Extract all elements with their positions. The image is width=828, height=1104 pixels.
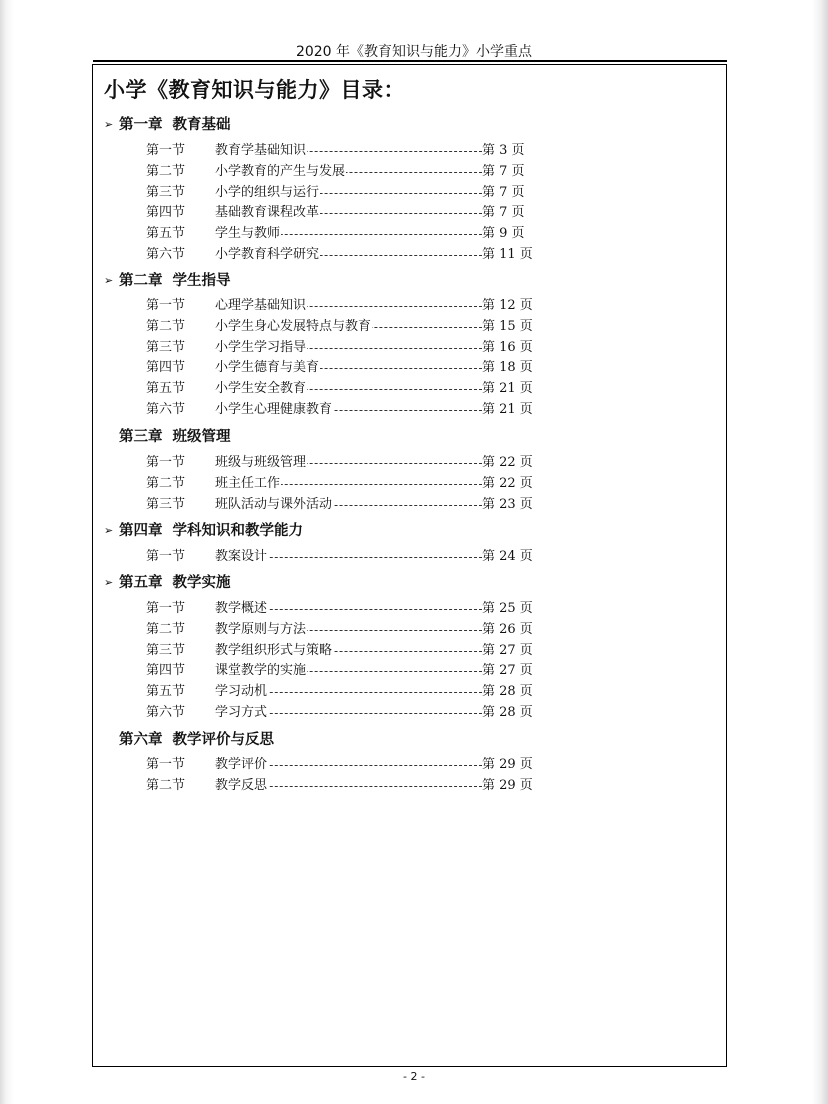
section-name: 教案设计 bbox=[215, 547, 268, 567]
section-number: 第五节 bbox=[146, 684, 186, 699]
chapter-title: 班级管理 bbox=[172, 429, 231, 445]
toc-title: 小学《教育知识与能力》目录： bbox=[104, 78, 405, 102]
chapter-heading[interactable] bbox=[104, 114, 231, 136]
arrow-bullet-icon: ➢ bbox=[104, 274, 114, 287]
section-name: 班队活动与课外活动 bbox=[215, 495, 333, 515]
section-name: 课堂教学的实施 bbox=[215, 661, 307, 681]
section-number: 第四节 bbox=[146, 360, 186, 375]
section-page: 第 28 页 bbox=[482, 705, 533, 720]
toc-entry[interactable] bbox=[146, 620, 546, 640]
section-number: 第二节 bbox=[146, 319, 186, 334]
section-number: 第三节 bbox=[146, 497, 186, 512]
toc-entry[interactable] bbox=[146, 641, 546, 661]
toc-entry[interactable] bbox=[146, 203, 546, 223]
section-name: 小学教育科学研究 bbox=[215, 245, 320, 265]
chapter-heading[interactable] bbox=[104, 572, 231, 594]
section-page: 第 28 页 bbox=[482, 684, 533, 699]
section-page: 第 11 页 bbox=[482, 247, 533, 262]
section-name: 小学生心理健康教育 bbox=[215, 400, 333, 420]
chapter-title: 教学实施 bbox=[172, 575, 231, 591]
section-page: 第 12 页 bbox=[482, 298, 533, 313]
section-name: 教学评价 bbox=[215, 755, 268, 775]
toc-entry[interactable] bbox=[146, 338, 546, 358]
section-name: 教学概述 bbox=[215, 599, 268, 619]
section-page: 第 25 页 bbox=[482, 601, 533, 616]
chapter-label: 第三章 bbox=[119, 429, 163, 445]
section-name: 教育学基础知识 bbox=[215, 141, 307, 161]
toc-entry[interactable] bbox=[146, 755, 546, 775]
toc-entry[interactable] bbox=[146, 703, 546, 723]
chapter-label: 第四章 bbox=[119, 523, 163, 539]
toc-entry[interactable] bbox=[146, 661, 546, 681]
section-name: 小学生身心发展特点与教育 bbox=[215, 317, 372, 337]
toc-entry[interactable] bbox=[146, 296, 546, 316]
section-page: 第 7 页 bbox=[482, 164, 525, 179]
section-number: 第一节 bbox=[146, 455, 186, 470]
section-page: 第 9 页 bbox=[482, 226, 525, 241]
chapter-label: 第一章 bbox=[119, 117, 163, 133]
chapter-heading[interactable] bbox=[104, 270, 231, 292]
section-page: 第 26 页 bbox=[482, 622, 533, 637]
chapter-title: 学生指导 bbox=[172, 273, 231, 289]
toc-entry[interactable] bbox=[146, 495, 546, 515]
section-page: 第 21 页 bbox=[482, 402, 533, 417]
section-page: 第 22 页 bbox=[482, 476, 533, 491]
toc-entry[interactable] bbox=[146, 547, 546, 567]
section-name: 班级与班级管理 bbox=[215, 453, 307, 473]
toc-entry[interactable] bbox=[146, 776, 546, 796]
section-page: 第 23 页 bbox=[482, 497, 533, 512]
toc-entry[interactable] bbox=[146, 358, 546, 378]
running-header: 2020 年《教育知识与能力》小学重点 bbox=[295, 44, 533, 60]
section-name: 班主任工作 bbox=[215, 474, 281, 494]
toc-entry[interactable] bbox=[146, 682, 546, 702]
toc-entry[interactable] bbox=[146, 400, 546, 420]
chapter-heading[interactable] bbox=[104, 426, 231, 448]
header-rule bbox=[93, 60, 727, 62]
arrow-bullet-icon: ➢ bbox=[104, 524, 114, 537]
chapter-label: 第二章 bbox=[119, 273, 163, 289]
section-number: 第三节 bbox=[146, 185, 186, 200]
section-page: 第 27 页 bbox=[482, 663, 533, 678]
section-name: 小学生学习指导 bbox=[215, 338, 307, 358]
chapter-label: 第六章 bbox=[119, 732, 163, 748]
section-number: 第二节 bbox=[146, 778, 186, 793]
section-page: 第 7 页 bbox=[482, 185, 525, 200]
toc-entry[interactable] bbox=[146, 453, 546, 473]
section-page: 第 18 页 bbox=[482, 360, 533, 375]
chapter-heading[interactable] bbox=[104, 729, 274, 751]
page-number: - 2 - bbox=[403, 1070, 425, 1083]
section-name: 小学教育的产生与发展 bbox=[215, 162, 346, 182]
chapter-title: 教育基础 bbox=[172, 117, 231, 133]
section-page: 第 21 页 bbox=[482, 381, 533, 396]
section-name: 学生与教师 bbox=[215, 224, 281, 244]
section-name: 学习方式 bbox=[215, 703, 268, 723]
arrow-bullet-icon: ➢ bbox=[104, 118, 114, 131]
section-page: 第 29 页 bbox=[482, 757, 533, 772]
section-number: 第一节 bbox=[146, 298, 186, 313]
chapter-title: 学科知识和教学能力 bbox=[172, 523, 303, 539]
section-number: 第五节 bbox=[146, 381, 186, 396]
toc-entry[interactable] bbox=[146, 245, 546, 265]
section-number: 第一节 bbox=[146, 549, 186, 564]
section-number: 第六节 bbox=[146, 705, 186, 720]
section-number: 第六节 bbox=[146, 402, 186, 417]
section-number: 第四节 bbox=[146, 663, 186, 678]
section-number: 第二节 bbox=[146, 164, 186, 179]
section-number: 第六节 bbox=[146, 247, 186, 262]
section-page: 第 15 页 bbox=[482, 319, 533, 334]
section-name: 心理学基础知识 bbox=[215, 296, 307, 316]
toc-entry[interactable] bbox=[146, 141, 546, 161]
section-name: 教学组织形式与策略 bbox=[215, 641, 333, 661]
section-page: 第 16 页 bbox=[482, 340, 533, 355]
chapter-heading[interactable] bbox=[104, 520, 303, 542]
section-number: 第一节 bbox=[146, 143, 186, 158]
section-number: 第二节 bbox=[146, 622, 186, 637]
section-number: 第三节 bbox=[146, 340, 186, 355]
chapter-title: 教学评价与反思 bbox=[172, 732, 274, 748]
section-name: 学习动机 bbox=[215, 682, 268, 702]
section-page: 第 29 页 bbox=[482, 778, 533, 793]
section-number: 第二节 bbox=[146, 476, 186, 491]
section-page: 第 7 页 bbox=[482, 205, 525, 220]
section-number: 第一节 bbox=[146, 757, 186, 772]
section-number: 第一节 bbox=[146, 601, 186, 616]
section-name: 基础教育课程改革 bbox=[215, 203, 320, 223]
toc-entry[interactable] bbox=[146, 317, 546, 337]
toc-entry[interactable] bbox=[146, 474, 546, 494]
section-name: 小学生安全教育 bbox=[215, 379, 307, 399]
section-page: 第 24 页 bbox=[482, 549, 533, 564]
section-name: 小学的组织与运行 bbox=[215, 183, 320, 203]
section-number: 第四节 bbox=[146, 205, 186, 220]
arrow-bullet-icon: ➢ bbox=[104, 576, 114, 589]
toc-entry[interactable] bbox=[146, 183, 546, 203]
toc-entry[interactable] bbox=[146, 379, 546, 399]
toc-entry[interactable] bbox=[146, 599, 546, 619]
section-page: 第 22 页 bbox=[482, 455, 533, 470]
section-page: 第 3 页 bbox=[482, 143, 525, 158]
chapter-label: 第五章 bbox=[119, 575, 163, 591]
toc-entry[interactable] bbox=[146, 224, 546, 244]
section-number: 第五节 bbox=[146, 226, 186, 241]
section-page: 第 27 页 bbox=[482, 643, 533, 658]
section-name: 教学反思 bbox=[215, 776, 268, 796]
section-name: 小学生德育与美育 bbox=[215, 358, 320, 378]
section-name: 教学原则与方法 bbox=[215, 620, 307, 640]
section-number: 第三节 bbox=[146, 643, 186, 658]
toc-entry[interactable] bbox=[146, 162, 546, 182]
